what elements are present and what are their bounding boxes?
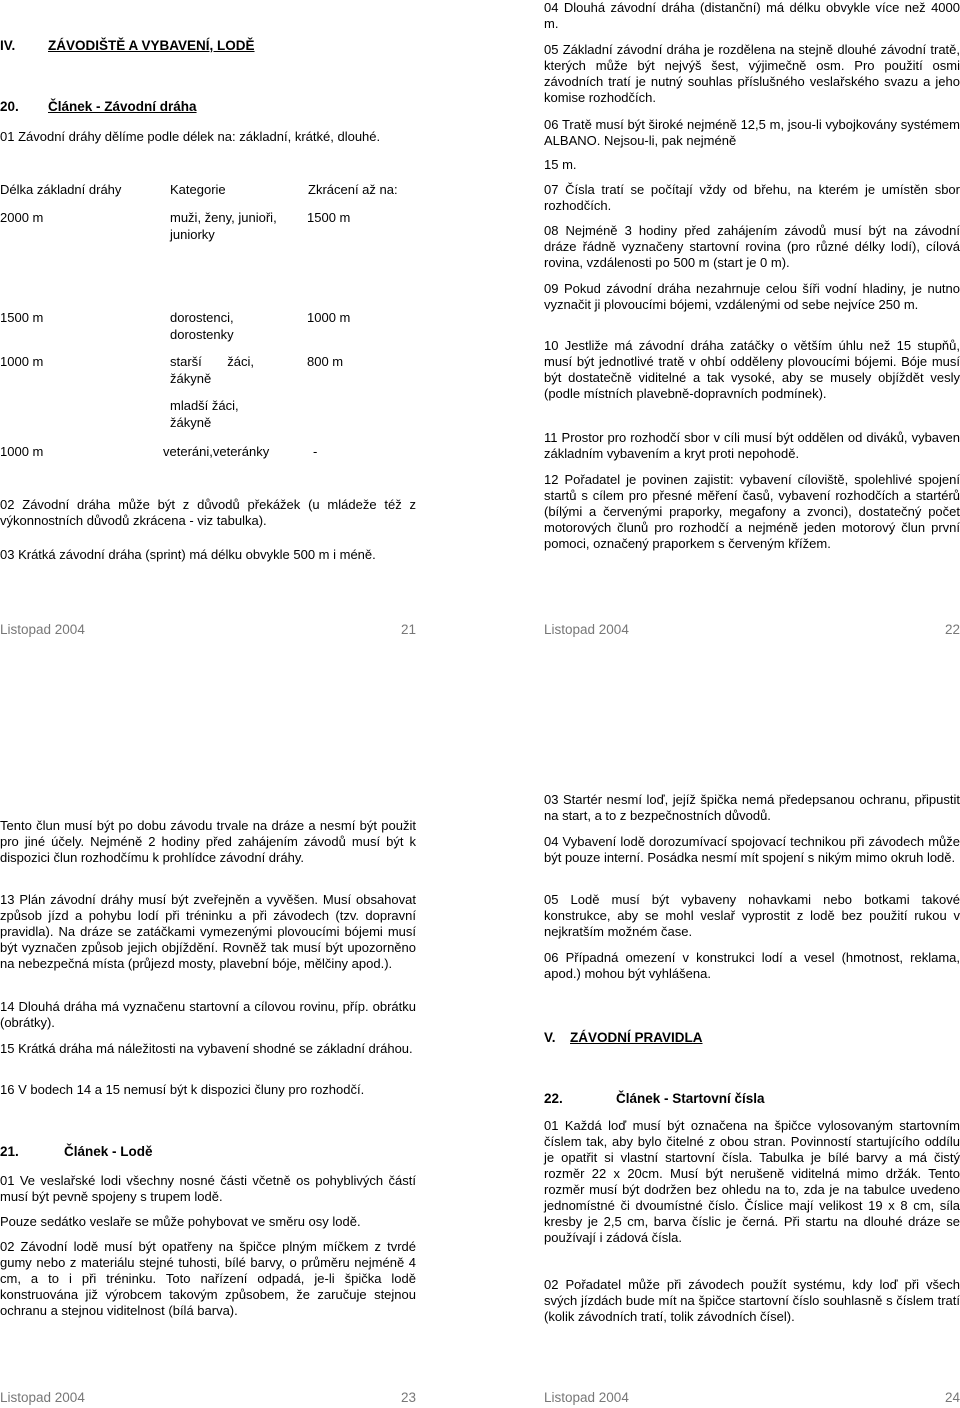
table-header-shortening: Zkrácení až na: [308,182,398,197]
section-title: ZÁVODIŠTĚ A VYBAVENÍ, LODĚ [48,38,255,53]
table-cell: veteráni,veteránky [163,444,270,459]
article-number: 21. [0,1144,19,1159]
table-cell: 1000 m [0,354,44,369]
paragraph-08: 08 Nejméně 3 hodiny před zahájením závodů musí být na závodní dráze řádně vyznačeny startovní rovina (pro různé délky lodí), cílová rovina, vzdálenosti po 500 m (start je 0 m). [544,223,960,270]
table-cell: - [313,444,318,459]
page-23 [0,700,416,1408]
table-header-length: Délka základní dráhy [0,182,122,197]
page-number: 22 [944,622,960,637]
paragraph-07: 07 Čísla tratí se počítají vždy od břehu, na kterém je umístěn sbor rozhodčích. [544,182,960,213]
paragraph-12: 12 Pořadatel je povinen zajistit: vybavení cíloviště, spolehlivé spojení startů s cílem pro přesné měření časů, vybavení rozhodčích a startérů (bílými a červenými praporky, megafony a zvonci), dostatečný počet motorových člunů pro rozhodčí a nejméně jeden motorový člun první pomoci, označený praporkem s červeným křížem. [544,472,960,551]
page-22 [544,0,960,660]
table-cell: starší žáci, žákyně [170,354,254,386]
table-header-category: Kategorie [170,182,226,197]
table-cell: 1500 m [0,310,44,325]
page-number: 24 [944,1390,960,1405]
lane-length-table [0,181,416,461]
page-footer [544,622,960,638]
footer-date: Listopad 2004 [544,1390,629,1405]
footer-date: Listopad 2004 [0,622,85,637]
table-cell: 1000 m [307,310,351,325]
footer-date: Listopad 2004 [0,1390,85,1405]
paragraph-10: 10 Jestliže má závodní dráha zatáčky o větším úhlu než 15 stupňů, musí být jednotlivé tratě v ohbí odděleny plovoucími bójemi. Bóje musí být dostatečně viditelné a tak vysoké, aby se musely objíždět vesly (podle místních plavebně-dopravních podmínek). [544,338,960,401]
page-21 [0,0,416,660]
paragraph-05: 05 Základní závodní dráha je rozdělena na stejně dlouhé závodní tratě, kterých může být nejvýš šest, výjimečně osm. Pro použití osmi závodních tratí je nutný souhlas příslušného veslařského svazu a jeho komise rozhodčích. [544,42,960,105]
article-number: 22. [544,1091,563,1106]
table-cell: 1000 m [0,444,44,459]
page-footer [544,1390,960,1406]
page-number: 21 [400,622,416,637]
paragraph-a02: 02 Závodní lodě musí být opatřeny na špičce plným míčkem z tvrdé gumy nebo z materiálu stejné tuhosti, bílé barvy, o průměru nejméně 4 cm, a to i při tréninku. Toto nařízení odpadá, je-li špička lodě konstruována již výrobcem takovým způsobem, že zaručuje stejnou ochranu a stejnou viditelnost (bílá barva). [0,1239,416,1318]
paragraph-b02: 02 Pořadatel může při závodech použít systému, kdy loď při všech svých jízdách bude mít na špičce startovní číslo souhlasně s číslem tratí (kolik závodních tratí, tolik závodních čísel). [544,1277,960,1324]
article-title: Článek - Závodní dráha [48,99,197,114]
section-heading [0,38,416,56]
paragraph-a01: 01 Ve veslařské lodi všechny nosné části včetně os pohyblivých částí musí být pevně spojeny s trupem lodě. [0,1173,416,1204]
page-number: 23 [400,1390,416,1405]
paragraph-a01b: Pouze sedátko veslaře se může pohybovat ve směru osy lodě. [0,1214,361,1229]
paragraph-06-continued: 15 m. [544,157,577,172]
table-cell: mladší žáci, žákyně [170,398,239,430]
page-24 [544,700,960,1408]
paragraph-03: 03 Krátká závodní dráha (sprint) má délku obvykle 500 m i méně. [0,547,376,562]
paragraph-11: 11 Prostor pro rozhodčí sbor v cíli musí být oddělen od diváků, vybaven základním vybavením a kryt proti nepohodě. [544,430,960,461]
paragraph-02: 02 Závodní dráha může být z důvodů překážek (u mládeže též z výkonnostních důvodů zkrácena - viz tabulka). [0,497,416,528]
table-cell: 2000 m [0,210,44,225]
section-title: ZÁVODNÍ PRAVIDLA [570,1030,703,1045]
table-cell: muži, ženy, junioři, juniorky [170,210,277,242]
table-cell: 1500 m [307,210,351,225]
paragraph-a04: 04 Vybavení lodě dorozumívací spojovací technikou při závodech může být pouze interní. Posádka nesmí mít spojení s nikým mimo okruh lodě. [544,834,960,865]
article-heading [0,1144,416,1162]
paragraph-a03: 03 Startér nesmí loď, jejíž špička nemá předepsanou ochranu, připustit na start, a to z bezpečnostních důvodů. [544,792,960,823]
article-title: Článek - Lodě [64,1144,153,1159]
section-number: V. [544,1030,556,1045]
article-heading [544,1091,960,1109]
paragraph-a05: 05 Lodě musí být vybaveny nohavkami nebo botkami takové konstrukce, aby se mohl veslař vyprostit z lodě bez použití rukou v nejkratším možném čase. [544,892,960,939]
article-heading [0,99,416,117]
table-cell: dorostenci, dorostenky [170,310,234,342]
section-heading [544,1030,960,1048]
page-footer [0,1390,416,1406]
section-number: IV. [0,38,16,53]
page-footer [0,622,416,638]
paragraph-b01: 01 Každá loď musí být označena na špičce vylosovaným startovním číslem tak, aby bylo čitelné z obou stran. Povinností startujícího oddílu je opatřit si vlastní startovní čísla. Tabulka je bílé barvy a má čistý rozměr 22 x 20cm. Musí být nerušeně viditelná mimo držák. Tento rozměr musí být dodržen bez ohledu na to, zda je na tabulce uvedeno jednomístné či dvoumístné číslo. Číslice mají velikost 19 x 8 cm, síla kresby je 2,5 cm, barva číslic je černá. Při startu na dlouhé dráze se používají i zádová čísla. [544,1118,960,1245]
paragraph-06: 06 Tratě musí být široké nejméně 12,5 m, jsou-li vybojkovány systémem ALBANO. Nejsou-li, pak nejméně [544,117,960,148]
article-title: Článek - Startovní čísla [616,1091,765,1106]
paragraph-04: 04 Dlouhá závodní dráha (distanční) má délku obvykle více než 4000 m. [544,0,960,31]
footer-date: Listopad 2004 [544,622,629,637]
paragraph-14: 14 Dlouhá dráha má vyznačenu startovní a cílovou rovinu, příp. obrátku (obrátky). [0,999,416,1030]
paragraph-13: 13 Plán závodní dráhy musí být zveřejněn a vyvěšen. Musí obsahovat způsob jízd a pohybu lodí při tréninku a při závodech (tzv. dopravní pravidla). Na dráze se zatáčkami vymezenými plovoucími bójemi musí být vyznačen způsob jejich objíždění. Rovněž tak musí být upozorněno na nebezpečná místa (průjezd mosty, plavební bóje, mělčiny apod.). [0,892,416,971]
paragraph-15: 15 Krátká dráha má náležitosti na vybavení shodné se základní dráhou. [0,1041,413,1056]
paragraph-a06: 06 Případná omezení v konstrukci lodí a vesel (hmotnost, reklama, apod.) mohou být vyhlášena. [544,950,960,981]
article-number: 20. [0,99,19,114]
paragraph-intro: Tento člun musí být po dobu závodu trvale na dráze a nesmí být použit pro jiné účely. Nejméně 2 hodiny před zahájením závodů musí být k dispozici člun rozhodčímu k prohlídce závodní dráhy. [0,818,416,865]
paragraph-16: 16 V bodech 14 a 15 nemusí být k dispozici čluny pro rozhodčí. [0,1082,365,1097]
paragraph-01: 01 Závodní dráhy dělíme podle délek na: základní, krátké, dlouhé. [0,129,381,144]
paragraph-09: 09 Pokud závodní dráha nezahrnuje celou šíři vodní hladiny, je nutno vyznačit ji plovoucími bójemi, vzdálenými od sebe nejvíce 250 m. [544,281,960,312]
table-cell: 800 m [307,354,344,369]
